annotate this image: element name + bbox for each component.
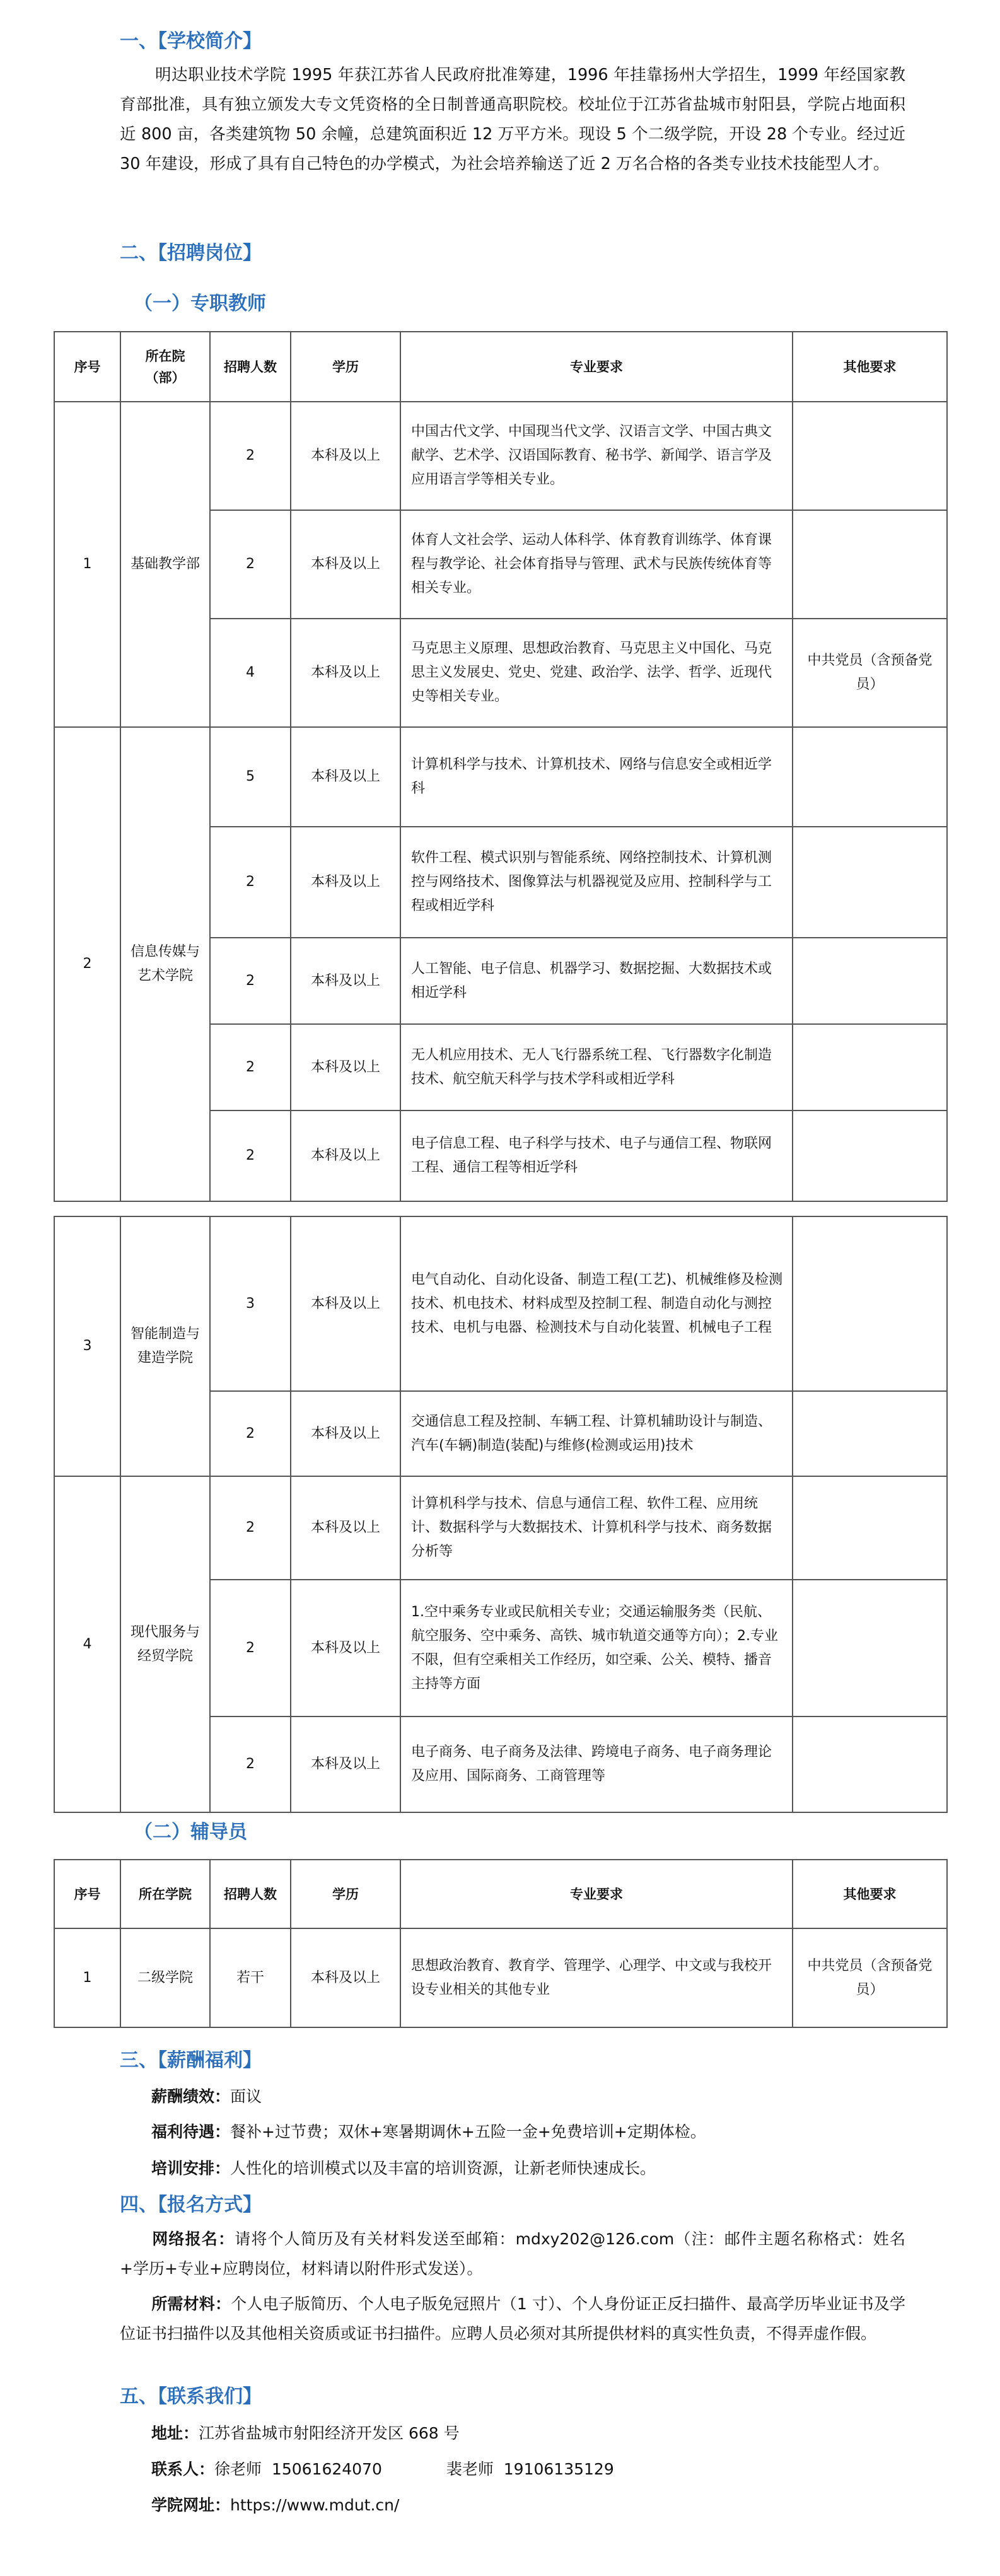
row-edu: 本科及以上 bbox=[291, 1580, 400, 1716]
row-other bbox=[793, 402, 947, 510]
welfare-item-value: 餐补+过节费；双休+寒暑期调休+五险一金+免费培训+定期体检。 bbox=[230, 2123, 706, 2141]
apply-materials-text: 个人电子版简历、个人电子版免冠照片（1 寸）、个人身份证正反扫描件、最高学历毕业证书及学位证书扫描件以及其他相关资质或证书扫描件。应聘人员必须对其所提供材料的真实性负责，不得弄虚作假。 bbox=[120, 2295, 905, 2343]
contact-site-link[interactable]: https://www.mdut.cn/ bbox=[230, 2496, 400, 2514]
row-dept: 智能制造与建造学院 bbox=[120, 1216, 210, 1476]
row-other bbox=[793, 1110, 947, 1201]
apply-online-label: 网络报名： bbox=[151, 2230, 235, 2248]
row-dept: 基础教学部 bbox=[120, 402, 210, 727]
row-other bbox=[793, 1024, 947, 1110]
row-count: 2 bbox=[210, 1580, 291, 1716]
row-edu: 本科及以上 bbox=[291, 1110, 400, 1201]
salary-item bbox=[151, 2084, 262, 2109]
col-header-other: 其他要求 bbox=[793, 332, 947, 402]
row-other bbox=[793, 510, 947, 619]
col-header-edu: 学历 bbox=[291, 332, 400, 402]
welfare-item bbox=[151, 2119, 706, 2145]
row-other bbox=[793, 727, 947, 827]
contact-site-label: 学院网址： bbox=[151, 2496, 231, 2514]
row-no: 3 bbox=[54, 1216, 120, 1476]
col-header-other: 其他要求 bbox=[793, 1860, 947, 1928]
row-edu: 本科及以上 bbox=[291, 1024, 400, 1110]
row-edu: 本科及以上 bbox=[291, 1476, 400, 1580]
section-heading-apply: 四、【报名方式】 bbox=[120, 2194, 262, 2216]
apply-online bbox=[120, 2224, 905, 2283]
section-heading-positions: 二、【招聘岗位】 bbox=[120, 242, 262, 264]
row-other bbox=[793, 1216, 947, 1391]
apply-online-text: 请将个人简历及有关材料发送至邮箱：mdxy202@126.com（注：邮件主题名称格式：姓名+学历+专业+应聘岗位，材料请以附件形式发送）。 bbox=[120, 2230, 905, 2278]
row-count: 2 bbox=[210, 827, 291, 938]
row-edu: 本科及以上 bbox=[291, 1391, 400, 1476]
subheading-counselors: （二）辅导员 bbox=[134, 1821, 247, 1843]
col-header-dept: 所在院（部） bbox=[120, 332, 210, 402]
row-major: 体育人文社会学、运动人体科学、体育教育训练学、体育课程与教学论、社会体育指导与管理、武术与民族传统体育等相关专业。 bbox=[400, 510, 793, 619]
contact-person-1: 徐老师 15061624070 bbox=[214, 2460, 382, 2478]
counselors-table bbox=[54, 1859, 948, 2028]
row-other bbox=[793, 1391, 947, 1476]
row-major: 交通信息工程及控制、车辆工程、计算机辅助设计与制造、汽车(车辆)制造(装配)与维修(检测或运用)技术 bbox=[400, 1391, 793, 1476]
row-no: 2 bbox=[54, 727, 120, 1201]
row-count: 2 bbox=[210, 1716, 291, 1812]
welfare-item-label: 福利待遇： bbox=[151, 2123, 231, 2141]
apply-materials bbox=[120, 2289, 905, 2348]
row-count: 5 bbox=[210, 727, 291, 827]
salary-item-label: 薪酬绩效： bbox=[151, 2087, 231, 2106]
row-edu: 本科及以上 bbox=[291, 938, 400, 1024]
table-header-row bbox=[54, 332, 947, 402]
row-edu: 本科及以上 bbox=[291, 1928, 400, 2027]
salary-item-value: 面议 bbox=[230, 2087, 262, 2106]
row-major: 马克思主义原理、思想政治教育、马克思主义中国化、马克思主义发展史、党史、党建、政治学、法学、哲学、近现代史等相关专业。 bbox=[400, 619, 793, 727]
row-no: 1 bbox=[54, 1928, 120, 2027]
contact-person-label: 联系人： bbox=[151, 2460, 215, 2478]
row-dept: 信息传媒与艺术学院 bbox=[120, 727, 210, 1201]
row-other bbox=[793, 938, 947, 1024]
row-edu: 本科及以上 bbox=[291, 1716, 400, 1812]
contact-person-2: 裴老师 19106135129 bbox=[446, 2460, 614, 2478]
row-edu: 本科及以上 bbox=[291, 827, 400, 938]
row-dept: 二级学院 bbox=[120, 1928, 210, 2027]
row-no: 1 bbox=[54, 402, 120, 727]
row-other: 中共党员（含预备党员） bbox=[793, 1928, 947, 2027]
row-major: 无人机应用技术、无人飞行器系统工程、飞行器数字化制造技术、航空航天科学与技术学科或相近学科 bbox=[400, 1024, 793, 1110]
row-major: 计算机科学与技术、计算机技术、网络与信息安全或相近学科 bbox=[400, 727, 793, 827]
section-heading-contact: 五、【联系我们】 bbox=[120, 2386, 262, 2408]
row-other bbox=[793, 1476, 947, 1580]
row-major: 电气自动化、自动化设备、制造工程(工艺)、机械维修及检测技术、机电技术、材料成型及控制工程、制造自动化与测控技术、电机与电器、检测技术与自动化装置、机械电子工程 bbox=[400, 1216, 793, 1391]
row-edu: 本科及以上 bbox=[291, 402, 400, 510]
table-row bbox=[54, 1476, 947, 1580]
row-major: 电子商务、电子商务及法律、跨境电子商务、电子商务理论及应用、国际商务、工商管理等 bbox=[400, 1716, 793, 1812]
row-count: 2 bbox=[210, 402, 291, 510]
col-header-major: 专业要求 bbox=[400, 1860, 793, 1928]
section-heading-salary: 三、【薪酬福利】 bbox=[120, 2049, 262, 2072]
row-major: 软件工程、模式识别与智能系统、网络控制技术、计算机测控与网络技术、图像算法与机器视觉及应用、控制科学与工程或相近学科 bbox=[400, 827, 793, 938]
table-row bbox=[54, 727, 947, 827]
intro-paragraph: 明达职业技术学院 1995 年获江苏省人民政府批准筹建，1996 年挂靠扬州大学招生，1999 年经国家教育部批准，具有独立颁发大专文凭资格的全日制普通高职院校。校址位于江苏省盐城市射阳县，学院占地面积近 800 亩，各类建筑物 50 余幢，总建筑面积近 12 万平方米。现设 5 个二级学院，开设 28 个专业。经过近 30 年建设，形成了具有自己特色的办学模式，为社会培养输送了近 2 万名合格的各类专业技术技能型人才。 bbox=[120, 66, 905, 173]
row-count: 2 bbox=[210, 510, 291, 619]
col-header-no: 序号 bbox=[54, 1860, 120, 1928]
table-header-row bbox=[54, 1860, 947, 1928]
subheading-teachers: （一）专职教师 bbox=[134, 293, 266, 315]
table-row bbox=[54, 1216, 947, 1391]
col-header-edu: 学历 bbox=[291, 1860, 400, 1928]
contact-address bbox=[151, 2421, 460, 2446]
section-heading-intro: 一、【学校简介】 bbox=[120, 30, 262, 52]
col-header-count: 招聘人数 bbox=[210, 1860, 291, 1928]
row-major: 计算机科学与技术、信息与通信工程、软件工程、应用统计、数据科学与大数据技术、计算机科学与技术、商务数据分析等 bbox=[400, 1476, 793, 1580]
row-edu: 本科及以上 bbox=[291, 1216, 400, 1391]
row-count: 2 bbox=[210, 1110, 291, 1201]
row-edu: 本科及以上 bbox=[291, 619, 400, 727]
training-item-value: 人性化的培训模式以及丰富的培训资源，让新老师快速成长。 bbox=[230, 2159, 656, 2177]
row-other bbox=[793, 1580, 947, 1716]
training-item-label: 培训安排： bbox=[151, 2159, 231, 2177]
row-other bbox=[793, 1716, 947, 1812]
row-count: 2 bbox=[210, 1024, 291, 1110]
row-count: 3 bbox=[210, 1216, 291, 1391]
row-major: 思想政治教育、教育学、管理学、心理学、中文或与我校开设专业相关的其他专业 bbox=[400, 1928, 793, 2027]
row-other bbox=[793, 827, 947, 938]
row-count: 2 bbox=[210, 938, 291, 1024]
row-other: 中共党员（含预备党员） bbox=[793, 619, 947, 727]
row-major: 1.空中乘务专业或民航相关专业；交通运输服务类（民航、航空服务、空中乘务、高铁、城市轨道交通等方向）；2.专业不限，但有空乘相关工作经历，如空乘、公关、模特、播音主持等方面 bbox=[400, 1580, 793, 1716]
teachers-table-part2 bbox=[54, 1216, 948, 1813]
row-count: 2 bbox=[210, 1476, 291, 1580]
row-edu: 本科及以上 bbox=[291, 510, 400, 619]
row-dept: 现代服务与经贸学院 bbox=[120, 1476, 210, 1812]
row-major: 人工智能、电子信息、机器学习、数据挖掘、大数据技术或相近学科 bbox=[400, 938, 793, 1024]
col-header-count: 招聘人数 bbox=[210, 332, 291, 402]
col-header-no: 序号 bbox=[54, 332, 120, 402]
row-edu: 本科及以上 bbox=[291, 727, 400, 827]
contact-site bbox=[151, 2493, 399, 2518]
table-row bbox=[54, 1928, 947, 2027]
contact-address-label: 地址： bbox=[151, 2424, 199, 2442]
row-count: 2 bbox=[210, 1391, 291, 1476]
contact-address-value: 江苏省盐城市射阳经济开发区 668 号 bbox=[199, 2424, 460, 2442]
contact-person bbox=[151, 2457, 614, 2482]
training-item bbox=[151, 2156, 656, 2181]
col-header-major: 专业要求 bbox=[400, 332, 793, 402]
row-count: 4 bbox=[210, 619, 291, 727]
col-header-dept: 所在学院 bbox=[120, 1860, 210, 1928]
row-major: 电子信息工程、电子科学与技术、电子与通信工程、物联网工程、通信工程等相近学科 bbox=[400, 1110, 793, 1201]
teachers-table-part1 bbox=[54, 331, 948, 1202]
row-no: 4 bbox=[54, 1476, 120, 1812]
table-row bbox=[54, 402, 947, 510]
row-major: 中国古代文学、中国现当代文学、汉语言文学、中国古典文献学、艺术学、汉语国际教育、秘书学、新闻学、语言学及应用语言学等相关专业。 bbox=[400, 402, 793, 510]
apply-materials-label: 所需材料： bbox=[151, 2295, 231, 2313]
row-count: 若干 bbox=[210, 1928, 291, 2027]
